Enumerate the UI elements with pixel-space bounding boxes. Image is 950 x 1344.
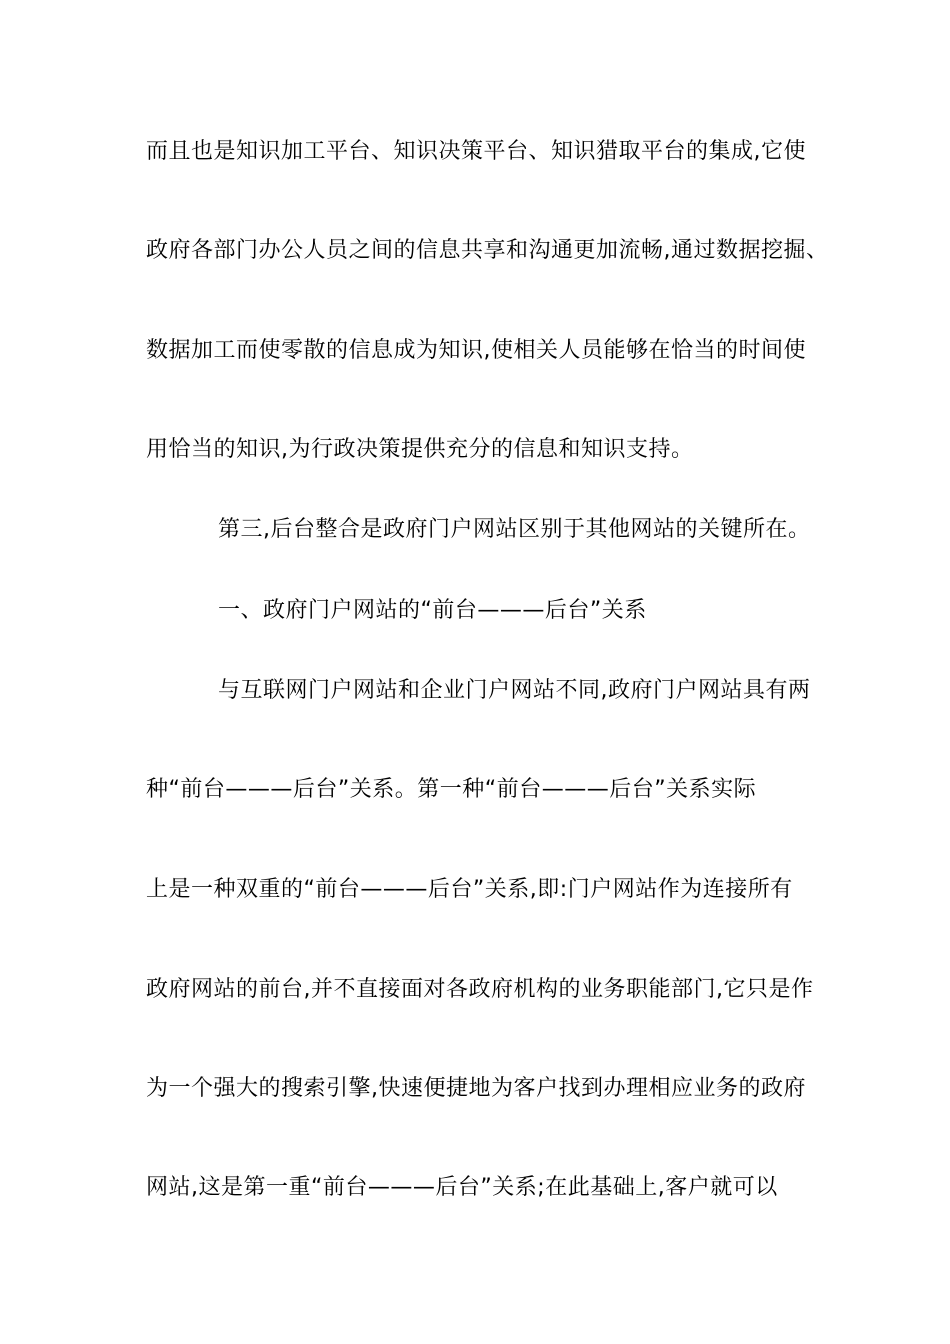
section-heading: 一、政府门户网站的“前台———后台”关系 <box>218 598 647 623</box>
paragraph-heading: 第三,后台整合是政府门户网站区别于其他网站的关键所在。 <box>218 517 811 542</box>
body-text-line: 上是一种双重的“前台———后台”关系,即:门户网站作为连接所有 <box>146 877 793 902</box>
body-text-line: 用恰当的知识,为行政决策提供充分的信息和知识支持。 <box>146 437 694 462</box>
body-text-line: 网站,这是第一重“前台———后台”关系;在此基础上,客户就可以 <box>146 1175 778 1200</box>
body-text-line: 种“前台———后台”关系。第一种“前台———后台”关系实际 <box>146 777 757 802</box>
body-text-line: 为一个强大的搜索引擎,快速便捷地为客户找到办理相应业务的政府 <box>146 1076 806 1101</box>
body-text-line: 与互联网门户网站和企业门户网站不同,政府门户网站具有两 <box>218 678 811 703</box>
body-text-line: 而且也是知识加工平台、知识决策平台、知识猎取平台的集成,它使 <box>146 139 806 164</box>
body-text-line: 政府各部门办公人员之间的信息共享和沟通更加流畅,通过数据挖掘、 <box>146 238 829 263</box>
body-text-line: 数据加工而使零散的信息成为知识,使相关人员能够在恰当的时间使 <box>146 338 806 363</box>
body-text-line: 政府网站的前台,并不直接面对各政府机构的业务职能部门,它只是作 <box>146 977 814 1002</box>
